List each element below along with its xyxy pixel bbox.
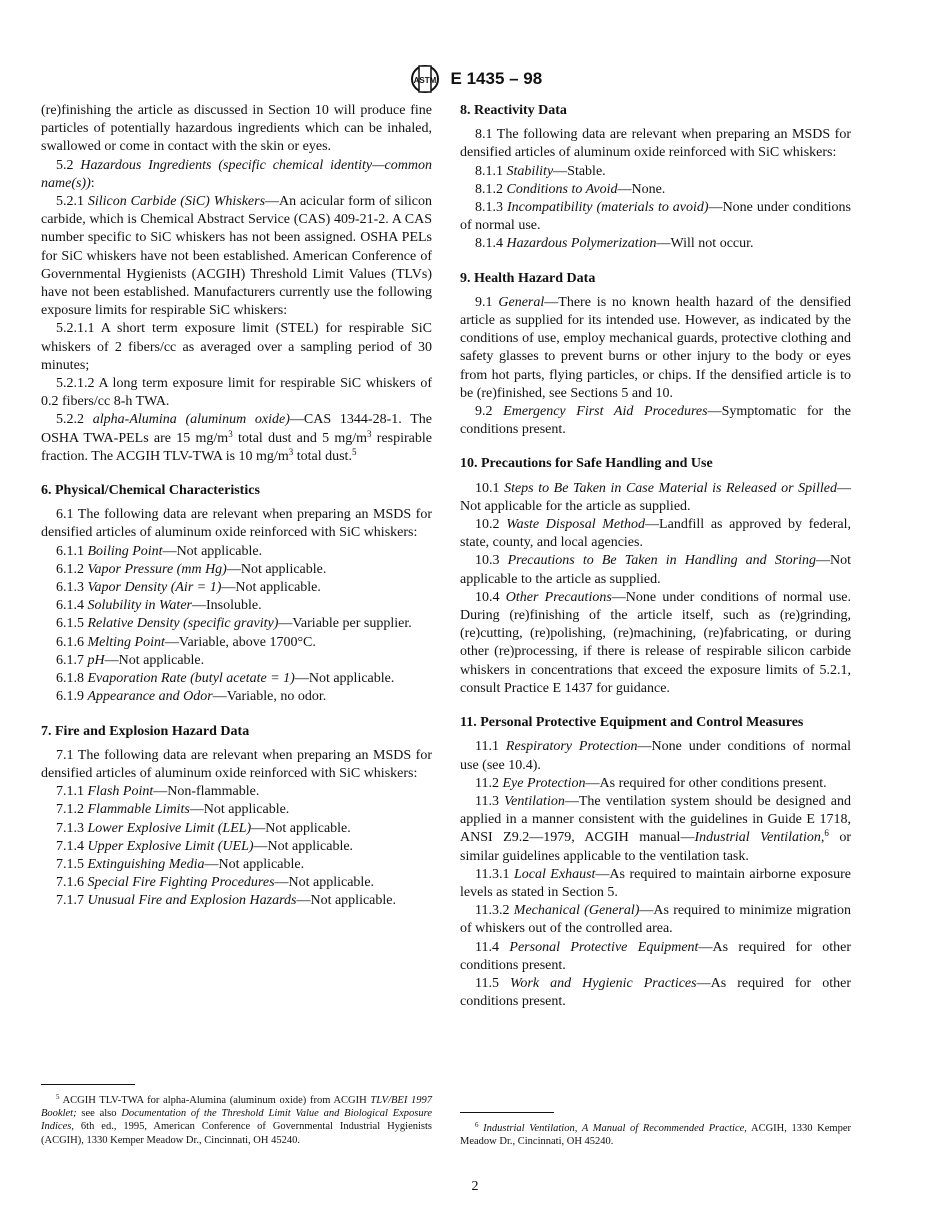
text-run: —An acicular form of silicon carbide, which is Chemical Abstract Service (CAS) 409-21-2. A CAS number specific to SiC whiskers has not been assigned. OSHA PELs for SiC whiskers have not been established. American Conference of Governmental Hygienists (ACGIH) Threshold Limit Values (TLVs) have not been established. Manufacturers currently use the following exposure limits for respirable SiC whiskers: — [41, 194, 432, 319]
text-run: Precautions to Be Taken in Handling and Storing — [507, 553, 817, 569]
paragraph — [41, 856, 432, 874]
paragraph — [41, 838, 432, 856]
text-run: Vapor Density (Air = 1) — [87, 580, 222, 596]
paragraph — [41, 597, 432, 615]
text-run: : — [90, 175, 95, 191]
text-run: pH — [87, 652, 105, 668]
text-run: ACGIH, 1330 Kemper Meadow Dr., Cincinnati, OH 45240. — [460, 1123, 851, 1148]
footnote-ref: 6 — [475, 1121, 479, 1129]
text-run: 11.5 — [475, 975, 511, 991]
text-run: General — [498, 294, 545, 310]
text-run: total dust. — [293, 448, 352, 464]
paragraph — [460, 975, 851, 1011]
text-run: see also — [76, 1108, 122, 1120]
paragraph — [460, 738, 851, 774]
text-run: —Not applicable. — [162, 543, 263, 559]
paragraph — [460, 902, 851, 938]
text-run: 10.2 — [475, 517, 507, 533]
paragraph — [460, 480, 851, 516]
text-run: —Not applicable. — [221, 580, 321, 596]
paragraph — [460, 939, 851, 975]
text-run: 6.1.9 — [56, 689, 88, 705]
footnote-rule — [460, 1112, 554, 1113]
footnote-ref: 5 — [56, 1093, 60, 1101]
document-designation: E 1435 – 98 — [450, 68, 543, 88]
paragraph — [41, 783, 432, 801]
text-run: Other Precautions — [505, 589, 612, 605]
text-run: 8.1.4 — [475, 236, 507, 252]
text-run: Evaporation Rate (butyl acetate = 1) — [87, 671, 295, 687]
paragraph — [460, 199, 851, 235]
paragraph — [41, 801, 432, 819]
paragraph — [41, 579, 432, 597]
text-run: 8.1 The following data are relevant when preparing an MSDS for densified articles of aluminum oxide reinforced with SiC whiskers: — [460, 127, 851, 161]
text-run: —Not applicable. — [251, 820, 351, 836]
text-run: —As required to minimize migration of whiskers out of the controlled area. — [460, 903, 851, 937]
text-run: , — [820, 830, 825, 846]
text-run: —Stable. — [553, 163, 606, 179]
footnote-5 — [41, 1084, 432, 1147]
text-run: Hazardous Polymerization — [506, 236, 657, 252]
text-run: 10.4 — [475, 589, 506, 605]
text-run: alpha-Alumina (aluminum oxide) — [92, 412, 290, 428]
paragraph — [460, 126, 851, 162]
paragraph — [460, 403, 851, 439]
footnote-6 — [460, 1112, 851, 1148]
text-run: —As required to maintain airborne exposure levels as stated in Section 5. — [460, 866, 851, 900]
text-run: 5.2 — [56, 157, 81, 173]
text-run: 7.1 The following data are relevant when preparing an MSDS for densified articles of aluminum oxide reinforced with SiC whiskers: — [41, 747, 432, 781]
text-run: —Variable, above 1700°C. — [164, 634, 316, 650]
paragraph — [460, 775, 851, 793]
text-run: —Not applicable. — [226, 561, 327, 577]
paragraph — [41, 747, 432, 783]
paragraph — [41, 411, 432, 466]
text-run: —None under conditions of normal use. — [460, 200, 851, 234]
text-run: —Not applicable. — [189, 802, 290, 818]
text-run: Stability — [506, 163, 554, 179]
paragraph — [41, 634, 432, 652]
paragraph — [41, 506, 432, 542]
left-column — [41, 102, 432, 911]
text-run: 6.1.4 — [56, 598, 88, 614]
text-run: —Non-flammable. — [153, 784, 260, 800]
paragraph — [41, 670, 432, 688]
text-run: 11. Personal Protective Equipment and Control Measures — [460, 715, 804, 731]
text-run: 7. Fire and Explosion Hazard Data — [41, 723, 250, 739]
text-run: 6.1 The following data are relevant when preparing an MSDS for densified articles of aluminum oxide reinforced with SiC whiskers: — [41, 507, 432, 541]
text-run: 6.1.3 — [56, 580, 88, 596]
text-run: 7.1.6 — [56, 875, 88, 891]
text-run: Extinguishing Media — [87, 856, 205, 872]
text-run: —Will not occur. — [656, 236, 754, 252]
text-run: 8.1.3 — [475, 200, 507, 216]
text-run: 11.4 — [475, 939, 510, 955]
text-run: 5.2.1 — [56, 194, 88, 210]
text-run: Documentation of the Threshold Limit Value and Biological Exposure Indices, — [41, 1108, 432, 1133]
text-run: 6th ed., 1995, American Conference of Governmental Industrial Hygienists (ACGIH), 1330 Kemper Meadow Dr., Cincinnati, OH 45240. — [41, 1121, 432, 1146]
text-run: Flammable Limits — [87, 802, 190, 818]
footnote-5-text — [41, 1094, 432, 1147]
astm-logo-icon — [408, 64, 442, 94]
text-run: 9. Health Hazard Data — [460, 270, 596, 286]
text-run: Lower Explosive Limit (LEL) — [87, 820, 252, 836]
text-run: Solubility in Water — [87, 598, 192, 614]
text-run: Special Fire Fighting Procedures — [87, 875, 275, 891]
paragraph — [41, 615, 432, 633]
text-run: total dust and 5 mg/m — [232, 430, 368, 446]
text-run: 10.3 — [475, 553, 508, 569]
paragraph — [460, 552, 851, 588]
paragraph — [460, 294, 851, 403]
text-run: 11.3.1 — [475, 866, 514, 882]
text-run: 8.1.2 — [475, 181, 507, 197]
paragraph — [460, 866, 851, 902]
footnote-ref: 5 — [351, 446, 357, 457]
text-run: 11.3.2 — [475, 903, 514, 919]
text-run: Melting Point — [87, 634, 165, 650]
text-run: Ventilation — [504, 793, 565, 809]
paragraph — [41, 820, 432, 838]
text-run: 6. Physical/Chemical Characteristics — [41, 483, 260, 499]
footnote-ref: 3 — [288, 446, 294, 457]
page-number: 2 — [471, 1179, 479, 1194]
text-run: Local Exhaust — [513, 866, 596, 882]
text-run: 5.2.2 — [56, 412, 93, 428]
paragraph — [460, 181, 851, 199]
svg-text:ASTM: ASTM — [413, 76, 437, 85]
paragraph — [41, 193, 432, 320]
footnote-rule — [41, 1084, 135, 1085]
text-run: 10. Precautions for Safe Handling and Use — [460, 456, 713, 472]
text-run: 8.1.1 — [475, 163, 507, 179]
text-run: Personal Protective Equipment — [509, 939, 699, 955]
text-run: 9.2 — [475, 404, 504, 420]
text-run: Industrial Ventilation, A Manual of Recommended Practice, — [483, 1123, 747, 1134]
text-run: 9.1 — [475, 294, 499, 310]
text-run: —Landfill as approved by federal, state, county, and local agencies. — [460, 517, 851, 551]
text-run: 11.3 — [475, 793, 505, 809]
footnote-6-text — [460, 1122, 851, 1148]
text-run: 6.1.2 — [56, 561, 88, 577]
text-run: —Not applicable. — [253, 838, 354, 854]
text-run: ACGIH TLV-TWA for alpha-Alumina (aluminum oxide) from ACGIH — [59, 1095, 371, 1106]
text-run: Incompatibility (materials to avoid) — [506, 200, 709, 216]
text-run: —None under conditions of normal use (see 10.4). — [460, 739, 851, 773]
paragraph — [41, 892, 432, 910]
text-run: —Not applicable. — [104, 652, 205, 668]
text-run: 7.1.3 — [56, 820, 88, 836]
text-run: Conditions to Avoid — [506, 181, 618, 197]
text-run: Upper Explosive Limit (UEL) — [87, 838, 254, 854]
text-run: Silicon Carbide (SiC) Whiskers — [87, 194, 266, 210]
text-run: —Not applicable. — [296, 893, 396, 909]
text-run: 6.1.6 — [56, 634, 88, 650]
footnote-ref: 6 — [824, 828, 829, 839]
paragraph-continued — [41, 102, 432, 157]
text-run: —None. — [617, 181, 666, 197]
text-run: 5.2.1.1 A short term exposure limit (STEL) for respirable SiC whiskers of 2 fibers/cc as averaged over a sampling period of 30 minutes; — [41, 321, 432, 373]
text-run: Hazardous Ingredients (specific chemical identity—common name(s)) — [41, 157, 432, 191]
text-run: 6.1.1 — [56, 543, 88, 559]
paragraph — [41, 688, 432, 706]
text-run: Steps to Be Taken in Case Material is Released or Spilled — [504, 480, 838, 496]
text-run: —There is no known health hazard of the densified article as supplied for its intended use. However, as indicated by the conditions of use, employ mechanical guards, protective clothing and safety glasses to prevent burns or other injury to the body or eyes from hot parts, flying particles, or chips. If the densified article is to be (re)finished, see Sections 5 and 10. — [460, 294, 852, 401]
text-run: TLV/BEI 1997 Booklet; — [41, 1095, 432, 1120]
text-run: Industrial Ventilation — [694, 830, 821, 846]
text-run: Waste Disposal Method — [506, 517, 646, 533]
paragraph — [460, 235, 851, 253]
text-run: —Not applicable. — [294, 671, 395, 687]
text-run: 5.2.1.2 A long term exposure limit for respirable SiC whiskers of 0.2 fibers/cc 8-h TWA. — [41, 376, 432, 410]
section-heading — [460, 102, 851, 120]
footnote-ref: 3 — [228, 428, 233, 439]
paragraph — [460, 516, 851, 552]
paragraph — [460, 163, 851, 181]
text-run: —As required for other conditions present. — [585, 775, 827, 791]
paragraph — [41, 375, 432, 411]
text-run: 10.1 — [475, 480, 505, 496]
text-run: —Variable per supplier. — [278, 616, 412, 632]
text-run: 7.1.5 — [56, 856, 88, 872]
paragraph — [41, 157, 432, 193]
section-heading — [41, 482, 432, 500]
text-run: or similar guidelines applicable to the ventilation task. — [460, 830, 851, 864]
text-run: —Not applicable to the article as supplied. — [460, 553, 852, 587]
text-run: respirable fraction. The ACGIH TLV-TWA is 10 mg/m — [41, 430, 432, 464]
text-run: 11.2 — [475, 775, 503, 791]
paragraph — [460, 589, 851, 698]
text-run: —As required for other conditions present. — [460, 975, 851, 1010]
text-run: —The ventilation system should be designed and applied in a manner consistent with the guidelines in Guide E 1718, ANSI Z9.2—1979, ACGIH manual— — [460, 793, 852, 846]
text-run: Appearance and Odor — [87, 689, 213, 705]
text-run: —As required for other conditions present. — [460, 939, 851, 973]
text-run: —Not applicable. — [204, 856, 305, 872]
text-run: Boiling Point — [87, 543, 163, 559]
right-column — [460, 102, 851, 1011]
text-run: —CAS 1344-28-1. The OSHA TWA-PELs are 15 mg/m — [41, 412, 433, 446]
section-heading — [41, 723, 432, 741]
text-run: 8. Reactivity Data — [460, 103, 567, 118]
text-run: 6.1.5 — [56, 616, 88, 632]
paragraph — [41, 561, 432, 579]
paragraph — [41, 874, 432, 892]
text-run: Unusual Fire and Explosion Hazards — [87, 893, 297, 909]
text-run: —Insoluble. — [191, 598, 262, 614]
text-run: Vapor Pressure (mm Hg) — [87, 561, 227, 577]
text-run: Mechanical (General) — [513, 903, 640, 919]
text-run: —Variable, no odor. — [212, 689, 327, 705]
text-run: Relative Density (specific gravity) — [87, 616, 279, 632]
text-run: 7.1.1 — [56, 784, 88, 800]
text-run: —Not applicable for the article as supplied. — [460, 480, 852, 514]
text-run: 6.1.8 — [56, 671, 88, 687]
text-run: Emergency First Aid Procedures — [503, 404, 708, 420]
text-run: 6.1.7 — [56, 652, 88, 668]
text-run: (re)finishing the article as discussed in Section 10 will produce fine particles of potentially hazardous ingredients which can be inhaled, swallowed or come in contact with the skin or eyes. — [41, 103, 432, 155]
section-heading — [460, 270, 851, 288]
text-run: 7.1.7 — [56, 893, 88, 909]
text-run: Flash Point — [87, 784, 154, 800]
paragraph — [460, 793, 851, 866]
text-run: —None under conditions of normal use. During (re)finishing of the article itself, such as (re)grinding, (re)cutting, (re)polishing, (re)machining, (re)fabricating, or during other (re)processing, if there is release of respirable silicon carbide whiskers in concentrations that exceed the exposure limits of 5.2.1, consult Practice E 1437 for guidance. — [460, 589, 852, 696]
paragraph — [41, 652, 432, 670]
footnote-ref: 3 — [367, 428, 372, 439]
page-header — [0, 64, 950, 94]
text-run: Eye Protection — [502, 775, 586, 791]
text-run: —Not applicable. — [274, 875, 375, 891]
text-run: 11.1 — [475, 739, 506, 755]
paragraph — [41, 543, 432, 561]
section-heading — [460, 455, 851, 473]
text-run: Work and Hygienic Practices — [510, 975, 697, 991]
text-run: 7.1.4 — [56, 838, 88, 854]
text-run: —Symptomatic for the conditions present. — [460, 404, 851, 438]
text-run: 7.1.2 — [56, 802, 88, 818]
section-heading — [460, 714, 851, 732]
text-run: Respiratory Protection — [505, 739, 638, 755]
paragraph — [41, 320, 432, 375]
